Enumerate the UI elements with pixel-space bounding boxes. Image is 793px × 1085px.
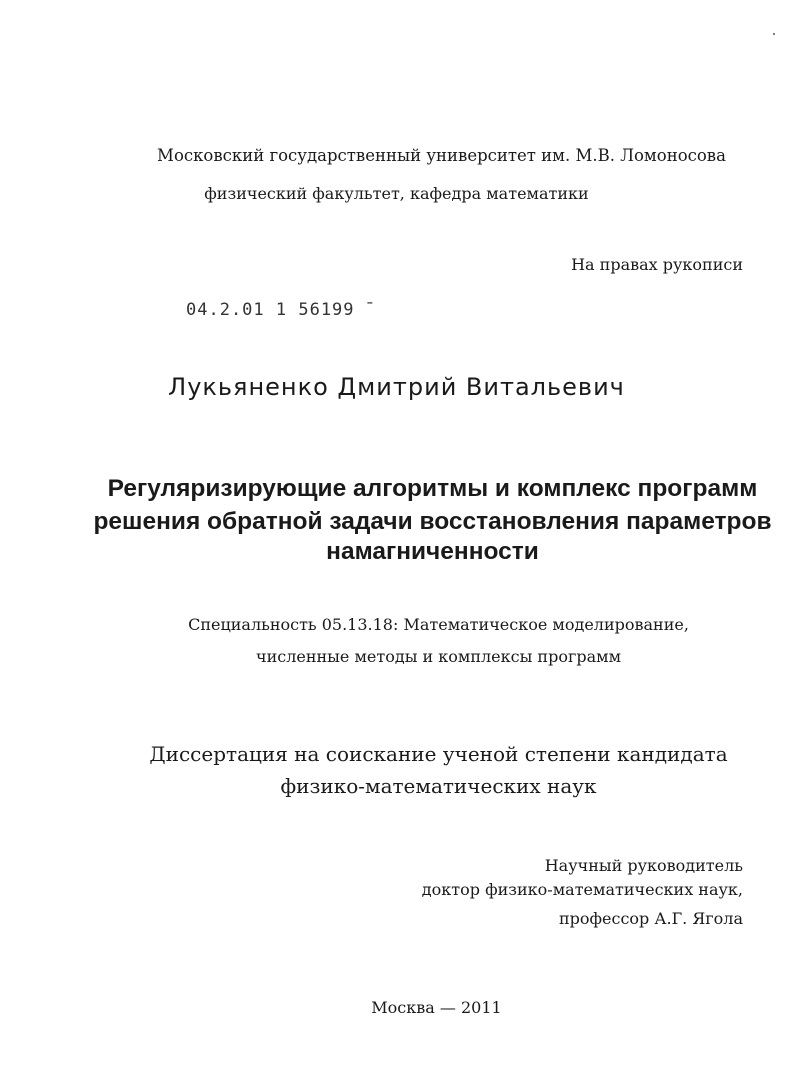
- supervisor-degree: доктор физико-математических наук,: [421, 880, 743, 899]
- dissertation-line-2: физико-математических наук: [280, 774, 597, 798]
- author-name: Лукьяненко Дмитрий Витальевич: [168, 373, 625, 401]
- scan-speck: [773, 33, 775, 35]
- specialty-line-1: Специальность 05.13.18: Математическое моделирование,: [188, 615, 689, 634]
- title-line-1: Регуляризирующие алгоритмы и комплекс программ: [107, 475, 758, 502]
- title-line-2: решения обратной задачи восстановления параметров: [93, 508, 772, 535]
- dissertation-line-1: Диссертация на соискание ученой степени кандидата: [149, 742, 728, 766]
- supervisor-label: Научный руководитель: [544, 856, 743, 875]
- supervisor-name: профессор А.Г. Ягола: [558, 909, 743, 928]
- university-name: Московский государственный университет им. М.В. Ломоносова: [157, 146, 726, 165]
- city-year: Москва — 2011: [371, 998, 502, 1017]
- faculty-name: физический факультет, кафедра математики: [204, 184, 589, 203]
- rights-note: На правах рукописи: [571, 255, 743, 274]
- archive-code: 04.2.01 1 56199 ̄: [186, 300, 366, 320]
- title-line-3: намагниченности: [326, 538, 539, 565]
- specialty-line-2: численные методы и комплексы программ: [255, 647, 622, 666]
